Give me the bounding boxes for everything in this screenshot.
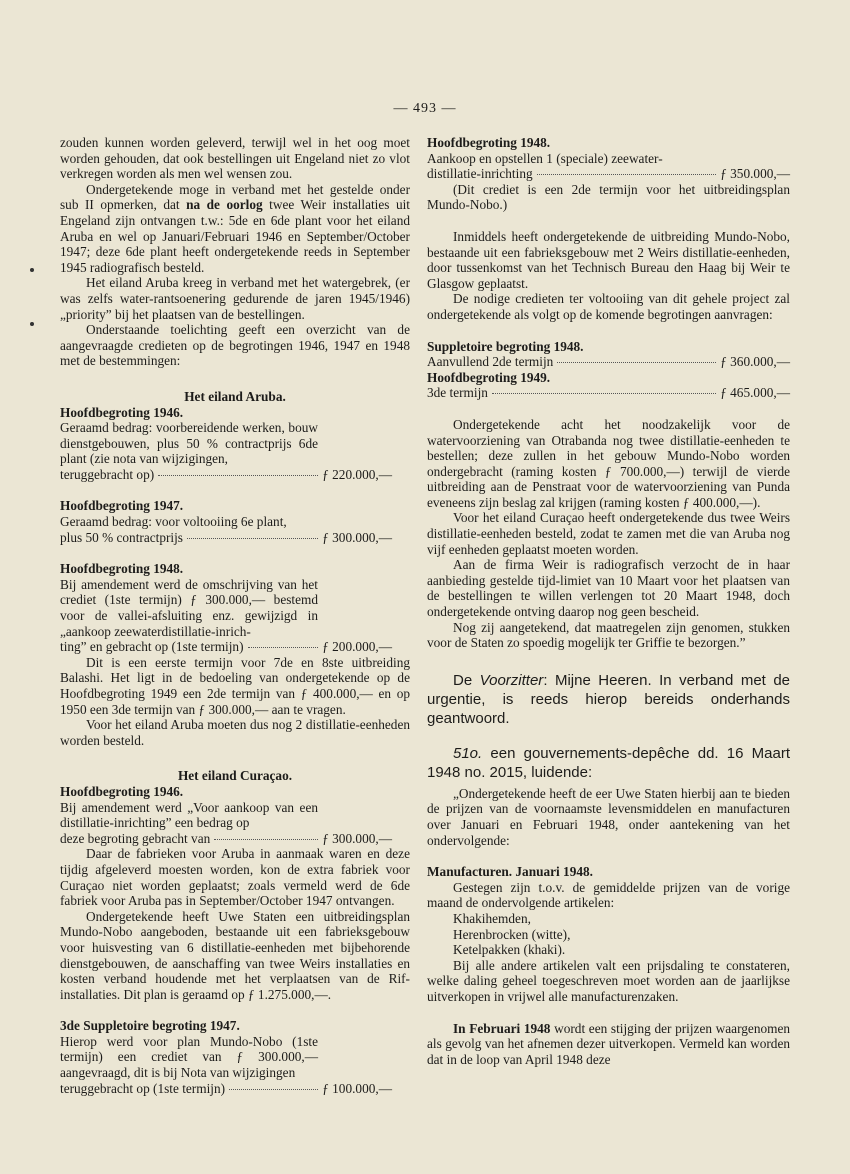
budget-text: Bij amendement werd „Voor aankoop van een distillatie-inrichting” een bedrag op — [60, 799, 318, 831]
paragraph: „Ondergetekende heeft de eer Uwe Staten hierbij aan te bieden de prijzen van de voornaamste levensmiddelen en manufacturen over Januari en Februari 1948, onder aantekening van het ondervolgende: — [427, 785, 790, 848]
paragraph: Daar de fabrieken voor Aruba in aanmaak waren en deze tijdig afgeleverd moesten worden, kon de extra fabriek voor Curaçao niet worden geplaatst; zoals vermeld werd de 6de fabriek voor Aruba pas in September/October 1947 ontvangen. — [60, 846, 410, 909]
paragraph: Dit is een eerste termijn voor 7de en 8ste uitbreiding Balashi. Het ligt in de bedoeling van ondergetekende op de Hoofdbegroting 1949 een 2de termijn van ƒ 400.000,— en op 1950 een 3de termijn van ƒ 300.000,— aan te vragen. — [60, 654, 410, 717]
budget-heading: Hoofdbegroting 1946. — [60, 404, 184, 420]
budget-amount: ƒ 300.000,— — [322, 830, 392, 846]
budget-text: Aankoop en opstellen 1 (speciale) zeewater- — [427, 150, 663, 166]
budget-heading: Hoofdbegroting 1949. — [427, 369, 551, 385]
budget-line: teruggebracht op (1ste termijn) ƒ 100.000,— — [60, 1080, 392, 1096]
page-number: — 493 — — [393, 101, 457, 116]
paragraph: In Februari 1948 wordt een stijging der prijzen waargenomen als gevolg van het afnemen dezer uitverkopen. Vermeld kan worden dat in de loop van April 1948 deze — [427, 1020, 791, 1067]
bold-phrase: na de oorlog — [186, 197, 263, 213]
paragraph: Voor het eiland Aruba moeten dus nog 2 distillatie-eenheden worden besteld. — [60, 717, 410, 748]
item-number: 51o. — [453, 744, 483, 762]
paragraph: Gestegen zijn t.o.v. de gemiddelde prijzen van de vorige maand de ondervolgende artikelen: — [427, 879, 790, 911]
budget-amount: ƒ 465.000,— — [720, 385, 790, 401]
budget-text: Hierop werd voor plan Mundo-Nobo (1ste termijn) een crediet van ƒ 300.000,— aangevraagd, dit is bij Nota van wijzigingen — [60, 1033, 318, 1081]
paragraph: Voor het eiland Curaçao heeft ondergetekende dus twee Weirs distillatie-eenheden besteld, zodat te zamen met die van Aruba nog vijf eenheden geplaatst moeten worden. — [427, 510, 790, 557]
budget-line: deze begroting gebracht van ƒ 300.000,— — [60, 830, 392, 846]
budget-amount: ƒ 220.000,— — [322, 466, 392, 482]
budget-line: plus 50 % contractprijs ƒ 300.000,— — [60, 529, 392, 545]
paragraph: Bij alle andere artikelen valt een prijsdaling te constateren, welke daling geheel toegeschreven moet worden aan de jaarlijkse uitverkopen in vrijwel alle manufacturenzaken. — [427, 957, 790, 1004]
budget-heading: 3de Suppletoire begroting 1947. — [60, 1018, 240, 1034]
paragraph: zouden kunnen worden geleverd, terwijl wel in het oog moet worden gehouden, dat ook bestellingen uit Engeland niet zo vlot verkregen worden als men wel wensen zou. — [60, 135, 410, 182]
budget-line: 3de termijn ƒ 465.000,— — [427, 385, 790, 401]
section-heading: Manufacturen. Januari 1948. — [427, 864, 593, 880]
list-item: Ketelpakken (khaki). — [453, 942, 566, 958]
budget-line: Aanvullend 2de termijn ƒ 360.000,— — [427, 354, 790, 370]
budget-line: teruggebracht op) ƒ 220.000,— — [60, 466, 392, 482]
paragraph: Ondergetekende moge in verband met het gestelde onder sub II opmerken, dat na de oorlog twee Weir installaties uit Engeland zijn ontvangen t.w.: 5de en 6de plant voor het eiland Aruba en wel op Januari/Februari 1946 en September/October 1947; deze 6de plant heeft ondergetekende reeds in September 1945 radiografisch besteld. — [60, 181, 410, 275]
paragraph: Het eiland Aruba kreeg in verband met het watergebrek, (er was zelfs water-rantsoenering gedurende de jaren 1945/1946) „priority” bij het plaatsen van de bestellingen. — [60, 275, 410, 322]
list-item: Herenbrocken (witte), — [453, 926, 571, 942]
paragraph: Nog zij aangetekend, dat maatregelen zijn genomen, stukken voor de Staten zo spoedig mogelijk ter Griffie te bezorgen.” — [427, 619, 790, 651]
left-column — [60, 135, 410, 1096]
budget-amount: ƒ 350.000,— — [720, 166, 790, 182]
section-title: Het eiland Aruba. — [184, 388, 286, 404]
budget-amount: ƒ 100.000,— — [322, 1080, 392, 1096]
paragraph: Inmiddels heeft ondergetekende de uitbreiding Mundo-Nobo, bestaande uit een fabrieksgebouw met 2 Weirs distillatie-eenheden, door tussenkomst van het Technisch Bureau den Haag bij Weir te Glasgow geplaatst. — [427, 228, 790, 291]
budget-heading: Hoofdbegroting 1948. — [60, 561, 184, 577]
list-item: Khakihemden, — [453, 910, 531, 926]
chairman-statement: De Voorzitter: Mijne Heeren. In verband met de urgentie, is reeds hierop bereids onderhands geantwoord. — [427, 671, 791, 727]
budget-line: ting” en gebracht op (1ste termijn) ƒ 200.000,— — [60, 639, 392, 655]
margin-dot — [30, 268, 34, 272]
budget-heading: Hoofdbegroting 1948. — [427, 135, 551, 150]
budget-text: Bij amendement werd de omschrijving van het crediet (1ste termijn) ƒ 300.000,— bestemd voor de vallei-afsluiting enz. gewijzigd in „aankoop zeewaterdistillatie-inrich- — [60, 576, 318, 639]
paragraph: Ondergetekende acht het noodzakelijk voor de watervoorziening van Otrabanda nog twee distillatie-eenheden te bestellen; deze zullen in het gebouw Mundo-Nobo worden ondergebracht (raming kosten ƒ 700.000,—) terwijl de vierde uitbreiding aan de Penstraat voor de watervoorziening van Punda eveneens zijn beslag zal krijgen (raming kosten ƒ 400.000,—). — [427, 416, 790, 510]
agenda-item: 51o. een gouvernements-depêche dd. 16 Maart 1948 no. 2015, luidende: — [427, 744, 790, 781]
bold-phrase: In Februari 1948 — [453, 1020, 551, 1036]
margin-dot — [30, 322, 34, 326]
budget-amount: ƒ 300.000,— — [322, 529, 392, 545]
paragraph: De nodige credieten ter voltooiing van dit gehele project zal ondergetekende als volgt op de komende begrotingen aanvragen: — [427, 291, 790, 322]
paragraph: Ondergetekende heeft Uwe Staten een uitbreidingsplan Mundo-Nobo aangeboden, bestaande uit een fabrieksgebouw voor huisvesting van 6 distillatie-eenheden met bijbehorende dienstgebouwen, de aanschaffing van twee Weirs installaties en kosten verband houdende met het verplaatsen van de Rif-installaties. Dit plan is geraamd op ƒ 1.275.000,—. — [60, 908, 410, 1002]
budget-amount: ƒ 360.000,— — [720, 354, 790, 370]
budget-heading: Hoofdbegroting 1946. — [60, 783, 184, 799]
paragraph: Onderstaande toelichting geeft een overzicht van de aangevraagde credieten op de begrotingen 1946, 1947 en 1948 met de bestemmingen: — [60, 322, 410, 369]
budget-line: distillatie-inrichting ƒ 350.000,— — [427, 166, 790, 182]
budget-amount: ƒ 200.000,— — [322, 639, 392, 655]
section-title: Het eiland Curaçao. — [177, 768, 293, 784]
budget-text: Geraamd bedrag: voor voltooiing 6e plant, — [60, 514, 287, 530]
budget-heading: Hoofdbegroting 1947. — [60, 498, 184, 514]
paragraph: Aan de firma Weir is radiografisch verzocht de in haar aanbieding gestelde tijd-limiet van 10 Maart voor het plaatsen van de bestellingen te willen verlengen tot 20 Maart 1948, doch ondergetekende ontving daarop nog geen bescheid. — [427, 557, 790, 620]
speaker-role: Voorzitter — [479, 671, 544, 689]
budget-heading: Suppletoire begroting 1948. — [427, 338, 584, 354]
paragraph: (Dit crediet is een 2de termijn voor het uitbreidingsplan Mundo-Nobo.) — [427, 181, 790, 213]
right-column — [427, 135, 790, 1067]
budget-text: Geraamd bedrag: voorbereidende werken, bouw dienstgebouwen, plus 50 % contractprijs 6de plant (zie nota van wijzigingen, — [60, 420, 318, 467]
